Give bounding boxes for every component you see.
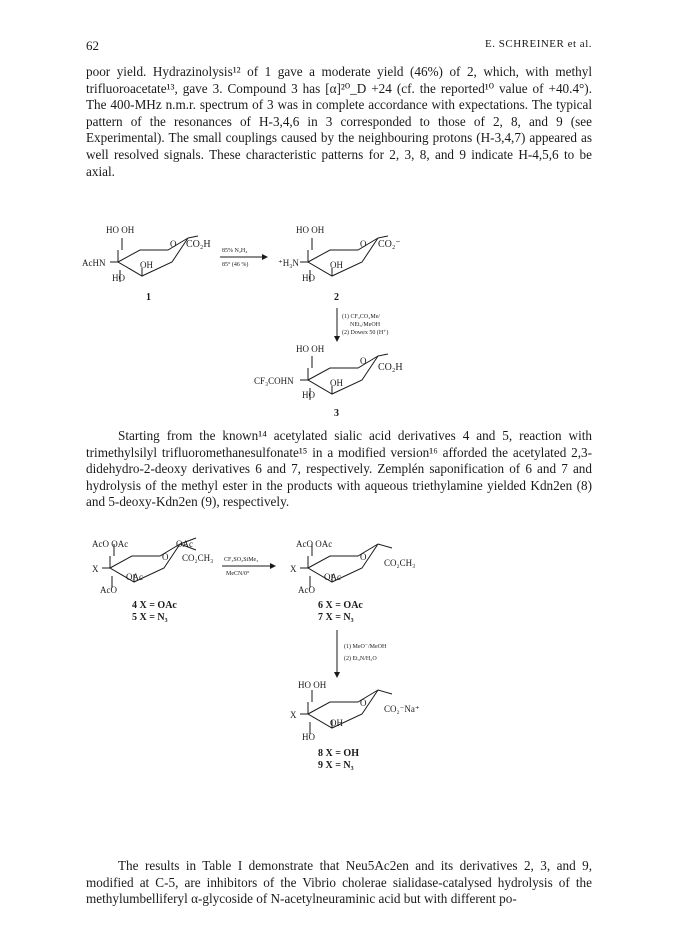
c6-ring-oxygen: O bbox=[360, 552, 367, 562]
compound-4-label: 4 X = OAc bbox=[132, 600, 177, 611]
c4-top-acetates: AcO OAc bbox=[92, 539, 129, 549]
running-head: E. SCHREINER et al. bbox=[485, 38, 592, 50]
c3-oh: OH bbox=[330, 378, 343, 388]
c8-ho: HO bbox=[302, 732, 315, 742]
arrow4-step1: (1) MeO⁻/MeOH bbox=[344, 644, 387, 650]
c1-top-hydroxyls: HO OH bbox=[106, 225, 135, 235]
c2-oh: OH bbox=[330, 260, 343, 270]
c6-methyl-ester: CO₂CH₃ bbox=[384, 558, 416, 568]
arrow4-step2: (2) Et₃N/H₂O bbox=[344, 656, 377, 662]
arrow-head-icon bbox=[334, 672, 340, 678]
c2-carboxylate: CO₂⁻ bbox=[378, 239, 401, 250]
arrow-head-icon bbox=[270, 563, 276, 569]
arrow1-conditions: 85° (46 %) bbox=[222, 262, 249, 268]
compound-2-label: 2 bbox=[334, 292, 339, 303]
arrow2-step1: (1) CF₃CO₂Me/ bbox=[342, 314, 381, 320]
c8-sodium-carboxylate: CO₂⁻Na⁺ bbox=[384, 704, 420, 714]
c3-trifluoroacetamido: CF₃COHN bbox=[254, 376, 294, 386]
c2-ho: HO bbox=[302, 273, 315, 283]
c3-ho: HO bbox=[302, 390, 315, 400]
compound-7-label: 7 X = N₃ bbox=[318, 612, 354, 623]
c1-carboxyl: CO₂H bbox=[186, 239, 211, 250]
c2-ammonium: ⁺H₃N bbox=[278, 258, 299, 268]
c4-ring-oxygen: O bbox=[162, 552, 169, 562]
c4-x-group: X bbox=[92, 564, 99, 574]
compound-9-label: 9 X = N₃ bbox=[318, 760, 354, 771]
c8-x-group: X bbox=[290, 710, 297, 720]
c1-acetamido: AcHN bbox=[82, 258, 106, 268]
c2-ring-oxygen: O bbox=[360, 239, 367, 249]
c3-ring-oxygen: O bbox=[360, 356, 367, 366]
c4-methyl-ester: CO₂CH₃ bbox=[182, 553, 214, 563]
c2-top-hydroxyls: HO OH bbox=[296, 225, 325, 235]
page-number: 62 bbox=[86, 38, 99, 53]
c6-x-group: X bbox=[290, 564, 297, 574]
c8-top-hydroxyls: HO OH bbox=[298, 680, 327, 690]
c8-ring-oxygen: O bbox=[360, 698, 367, 708]
c6-top-acetates: AcO OAc bbox=[296, 539, 333, 549]
structure-compound-6-7 bbox=[300, 544, 392, 588]
c3-top-hydroxyls: HO OH bbox=[296, 344, 325, 354]
c3-carboxyl: CO₂H bbox=[378, 362, 403, 373]
c4-anomeric-oac: OAc bbox=[176, 539, 193, 549]
c4-oac: OAc bbox=[126, 572, 143, 582]
c1-ho: HO bbox=[112, 273, 125, 283]
c1-oh: OH bbox=[140, 260, 153, 270]
paragraph-didehydro-synthesis: Starting from the known¹⁴ acetylated sialic acid derivatives 4 and 5, reaction with trimethylsilyl trifluoromethanesulfonate¹⁵ in a modified version¹⁶ afforded the acetylated 2,3-didehydro-2-deoxy derivatives 6 and 7, respectively. Zemplén saponification of 6 and 7 and hydrolysis of the methyl ester in the products with aqueous triethylamine yielded Kdn2en (8) and 5-deoxy-Kdn2en (9), respectively. bbox=[86, 428, 592, 510]
compound-3-label: 3 bbox=[334, 408, 339, 419]
c8-oh: OH bbox=[330, 718, 343, 728]
c6-oac: OAc bbox=[324, 572, 341, 582]
c4-aco: AcO bbox=[100, 585, 117, 595]
c6-aco: AcO bbox=[298, 585, 315, 595]
compound-8-label: 8 X = OH bbox=[318, 748, 359, 759]
compound-5-label: 5 X = N₃ bbox=[132, 612, 168, 623]
compound-1-label: 1 bbox=[146, 292, 151, 303]
arrow1-reagent: 85% N₂H₄ bbox=[222, 248, 248, 254]
arrow2-step1-cont: NEt₃/MeOH bbox=[350, 322, 381, 328]
compound-6-label: 6 X = OAc bbox=[318, 600, 363, 611]
structure-compound-8-9 bbox=[300, 690, 392, 734]
paragraph-hydrazinolysis: poor yield. Hydrazinolysis¹² of 1 gave a moderate yield (46%) of 2, which, with methyl trifluoroacetate¹³, gave 3. Compound 3 has [α]²⁰_D +24 (cf. the reported¹⁰ value of +40.4°). The 400-MHz n.m.r. spectrum of 3 was in complete accordance with expectations. The typical pattern of the resonances of H-3,4,6 in 3 corresponded to those of 2, 8, and 9 (see Experimental). The small couplings caused by the neighbouring protons (H-3,4,7) appeared as well resolved signals. These characteristic patterns for 2, 3, 8, and 9 indicate H-4,5,6 to be axial. bbox=[86, 64, 592, 179]
arrow3-conditions: MeCN/0° bbox=[226, 571, 250, 577]
arrow2-step2: (2) Dowex 50 (H⁺) bbox=[342, 330, 389, 336]
arrow3-reagent: CF₃SO₃SiMe₃ bbox=[224, 557, 259, 563]
c1-ring-oxygen: O bbox=[170, 239, 177, 249]
paragraph-inhibition-results: The results in Table I demonstrate that Neu5Ac2en and its derivatives 2, 3, and 9, modified at C-5, are inhibitors of the Vibrio cholerae sialidase-catalysed hydrolysis of the methylumbelliferyl α-glycoside of N-acetylneuraminic acid but with different po- bbox=[86, 858, 592, 907]
